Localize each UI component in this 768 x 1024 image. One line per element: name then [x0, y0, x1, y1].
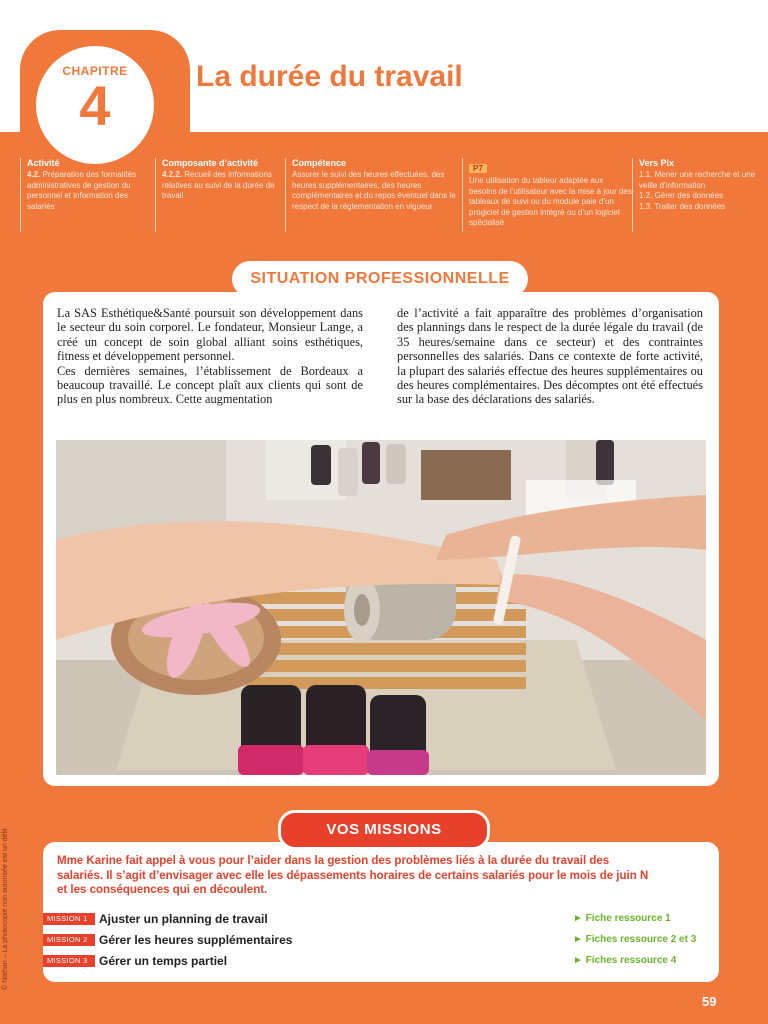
mission-row	[43, 931, 719, 949]
resource-link[interactable]: ► Fiches ressource 2 et 3	[573, 934, 697, 945]
missions-intro: Mme Karine fait appel à vous pour l’aider dans la gestion des problèmes liés à la durée du travail des salariés. Il s’agit d’envisager avec elle les dépassements horaires de certains salariés pour le mois de juin N et les conséquences qui en découlent.	[57, 855, 649, 896]
competence-code: 4.2.	[27, 170, 41, 179]
competence-composante	[155, 158, 285, 232]
missions-heading: VOS MISSIONS	[278, 810, 490, 850]
mission-text: Gérer les heures supplémentaires	[99, 933, 293, 947]
competence-competence	[285, 158, 462, 232]
resource-link[interactable]: ► Fiches ressource 4	[573, 955, 677, 966]
chapter-label: CHAPITRE	[62, 64, 128, 78]
competence-row	[20, 158, 758, 234]
competence-code: 4.2.2.	[162, 170, 183, 179]
mission-tag: MISSION 1	[43, 913, 95, 925]
pix-item: 1.3. Traiter des données	[639, 201, 726, 211]
situation-text-left	[57, 306, 363, 407]
situation-paragraph: La SAS Esthétique&Santé poursuit son développement dans le secteur du soin corporel. Le fondateur, Monsieur Lange, a créé un concept de soin global alliant soins esthétiques, fitness et développement personnel.	[57, 306, 363, 364]
competence-activite	[20, 158, 155, 232]
competence-head: Compétence	[292, 158, 347, 168]
competence-text: Une utilisation du tableur adaptée aux besoins de l’utilisateur avec la mise à jour des tableaux de suivi ou du module paie d’un progiciel de gestion intégré ou d’un logiciel spécialisé	[469, 176, 632, 227]
pix-item: 1.1. Mener une recherche et une veille d’information	[639, 170, 756, 190]
situation-paragraph: Ces dernières semaines, l’établissement de Bordeaux a beaucoup travaillé. Le concept plaît aux clients qui sont de plus en plus nombreux. Cette augmentation	[57, 363, 363, 407]
mission-row	[43, 952, 719, 970]
chapter-number: 4	[79, 74, 111, 137]
p7-tag: P7	[469, 164, 487, 173]
chapter-badge	[36, 46, 154, 164]
mission-tag: MISSION 3	[43, 955, 95, 967]
competence-text: Préparation des formalités administratives de gestion du personnel et information des salariés	[27, 170, 136, 211]
situation-card	[43, 292, 719, 786]
competence-head: Vers Pix	[639, 158, 675, 168]
competence-p7	[462, 158, 632, 232]
competence-head: Activité	[27, 158, 60, 168]
mission-tag: MISSION 2	[43, 934, 95, 946]
mission-row	[43, 910, 719, 928]
manicure-photo	[56, 440, 706, 775]
competence-text: Recueil des informations relatives au suivi de la durée de travail	[162, 170, 275, 200]
competence-text: Assurer le suivi des heures effectuées, des heures supplémentaires, des heures complémentaires et du repos éventuel dans le respect de la réglementation en vigueur	[292, 170, 456, 211]
page-number: 59	[702, 994, 717, 1009]
resource-link[interactable]: ► Fiche ressource 1	[573, 913, 671, 924]
situation-text-right: de l’activité a fait apparaître des problèmes d’organisation des plannings dans le respect de la durée légale du travail (de 35 heures/semaine dans ce secteur) et des contraintes personnelles des salariés. Dans ce contexte de forte activité, la plupart des salariés effectue des heures supplémentaires ou des heures complémentaires. Des décomptes ont été effectués sur la base des déclarations des salariés.	[397, 306, 703, 407]
mission-text: Gérer un temps partiel	[99, 954, 228, 968]
manicure-illustration	[56, 440, 706, 775]
page-title: La durée du travail	[196, 60, 463, 93]
copyright-notice: © Nathan – La photocopie non autorisée est un délit	[2, 828, 9, 990]
situation-heading: SITUATION PROFESSIONNELLE	[232, 261, 528, 297]
missions-card	[43, 842, 719, 982]
competence-head: Composante d’activité	[162, 158, 259, 168]
mission-text: Ajuster un planning de travail	[99, 912, 268, 926]
pix-item: 1.2. Gérer des données	[639, 191, 724, 200]
competence-pix	[632, 158, 758, 232]
